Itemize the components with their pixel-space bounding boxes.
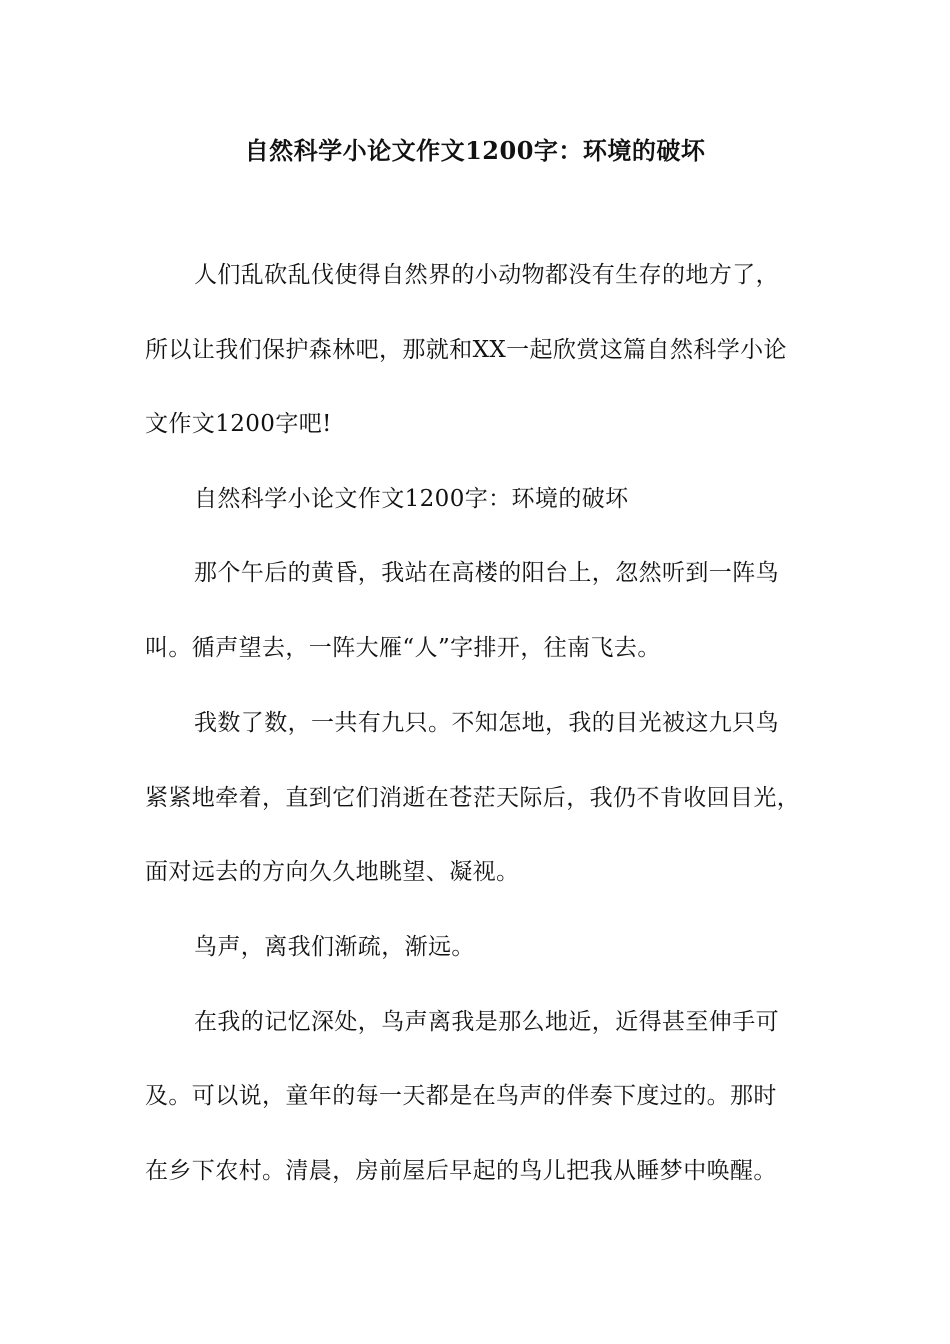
paragraph-4-line-3: 面对远去的方向久久地眺望、凝视。 [145, 859, 520, 885]
paragraph-6-line-2: 及。可以说，童年的每一天都是在鸟声的伴奏下度过的。那时 [145, 1083, 777, 1109]
document-title: 自然科学小论文作文1200字：环境的破坏 [244, 136, 706, 165]
paragraph-1-line-1: 人们乱砍乱伐使得自然界的小动物都没有生存的地方了， [194, 262, 779, 288]
paragraph-1-line-3: 文作文1200字吧! [145, 411, 332, 437]
paragraph-6-line-1: 在我的记忆深处，鸟声离我是那么地近，近得甚至伸手可 [194, 1009, 779, 1035]
paragraph-3-line-2: 叫。循声望去，一阵大雁“人”字排开，往南飞去。 [145, 635, 661, 661]
paragraph-4-line-2: 紧紧地牵着，直到它们消逝在苍茫天际后，我仍不肯收回目光， [145, 785, 801, 811]
paragraph-5-line-1: 鸟声，离我们渐疏，渐远。 [194, 934, 475, 960]
paragraph-6-line-3: 在乡下农村。清晨，房前屋后早起的鸟儿把我从睡梦中唤醒。 [145, 1158, 777, 1184]
paragraph-4-line-1: 我数了数，一共有九只。不知怎地，我的目光被这九只鸟 [194, 710, 779, 736]
paragraph-2-line-1: 自然科学小论文作文1200字：环境的破坏 [194, 486, 629, 512]
paragraph-3-line-1: 那个午后的黄昏，我站在高楼的阳台上，忽然听到一阵鸟 [194, 560, 779, 586]
paragraph-1-line-2: 所以让我们保护森林吧，那就和XX一起欣赏这篇自然科学小论 [145, 337, 787, 363]
